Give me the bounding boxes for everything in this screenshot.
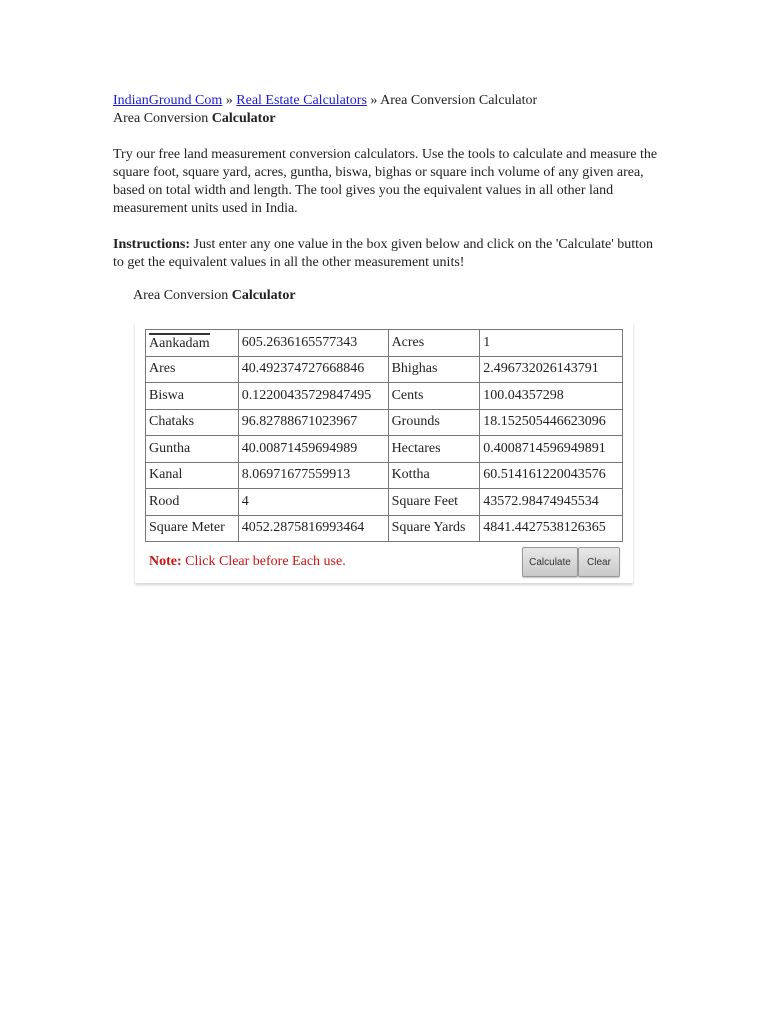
instructions-paragraph — [113, 236, 658, 272]
unit-value-input[interactable]: 60.514161220043576 — [480, 462, 623, 489]
conversion-row — [146, 330, 623, 357]
unit-label: Hectares — [388, 436, 480, 463]
conversion-row — [146, 462, 623, 489]
conversion-row — [146, 515, 623, 542]
conversion-row — [146, 489, 623, 516]
page-title — [113, 110, 658, 128]
unit-label: Guntha — [146, 436, 239, 463]
unit-value-input[interactable]: 4 — [238, 489, 388, 516]
unit-label: Grounds — [388, 409, 480, 436]
breadcrumb-home-link[interactable]: IndianGround Com — [113, 93, 223, 108]
intro-paragraph: Try our free land measurement conversion calculators. Use the tools to calculate and measure the square foot, square yard, acres, guntha, biswa, bighas or square inch volume of any given area, based on total width and length. The tool gives you the equivalent values in all other land measurement units used in India. — [113, 147, 658, 216]
breadcrumb-separator: » — [370, 93, 378, 108]
calculator-footer — [135, 546, 633, 576]
breadcrumb-separator: » — [225, 93, 233, 108]
page-title-plain: Area Conversion — [113, 111, 212, 126]
unit-value-input[interactable]: 96.82788671023967 — [238, 409, 388, 436]
unit-value-input[interactable]: 8.06971677559913 — [238, 462, 388, 489]
unit-label-text: Aankadam — [149, 333, 210, 351]
article — [113, 92, 658, 272]
unit-value-input[interactable]: 4841.4427538126365 — [480, 515, 623, 542]
unit-label: Chataks — [146, 409, 239, 436]
unit-label: Cents — [388, 383, 480, 410]
note-text — [149, 554, 346, 570]
unit-value-input[interactable]: 4052.2875816993464 — [238, 515, 388, 542]
unit-label: Square Yards — [388, 515, 480, 542]
unit-label: Rood — [146, 489, 239, 516]
conversion-row — [146, 356, 623, 383]
unit-value-input[interactable]: 43572.98474945534 — [480, 489, 623, 516]
conversion-row — [146, 383, 623, 410]
unit-value-input[interactable]: 2.496732026143791 — [480, 356, 623, 383]
page-title-bold: Calculator — [211, 111, 276, 126]
unit-value-input[interactable]: 0.12200435729847495 — [238, 383, 388, 410]
calculate-button[interactable]: Calculate — [522, 547, 578, 577]
unit-label: Kanal — [146, 462, 239, 489]
unit-value-input[interactable]: 18.152505446623096 — [480, 409, 623, 436]
instructions-text: Just enter any one value in the box given below and click on the 'Calculate' button to get the equivalent values in all the other measurement units! — [113, 237, 654, 270]
unit-value-input[interactable]: 40.00871459694989 — [238, 436, 388, 463]
note-message: Click Clear before Each use. — [181, 554, 346, 569]
unit-label: Square Feet — [388, 489, 480, 516]
breadcrumb-current: Area Conversion Calculator — [380, 93, 538, 108]
note-label: Note: — [149, 554, 182, 569]
calculator-panel — [135, 322, 633, 583]
unit-label — [146, 330, 239, 357]
unit-label: Square Meter — [146, 515, 239, 542]
unit-label: Ares — [146, 356, 239, 383]
clear-button[interactable]: Clear — [578, 547, 620, 577]
unit-label: Kottha — [388, 462, 480, 489]
conversion-row — [146, 409, 623, 436]
calculator-title-plain: Area Conversion — [133, 288, 232, 303]
unit-value-input[interactable]: 605.2636165577343 — [238, 330, 388, 357]
instructions-label: Instructions: — [113, 237, 191, 252]
unit-value-input[interactable]: 1 — [480, 330, 623, 357]
unit-value-input[interactable]: 100.04357298 — [480, 383, 623, 410]
unit-value-input[interactable]: 40.492374727668846 — [238, 356, 388, 383]
breadcrumb-section-link[interactable]: Real Estate Calculators — [236, 93, 367, 108]
unit-label: Biswa — [146, 383, 239, 410]
conversion-table — [145, 329, 623, 542]
conversion-row — [146, 436, 623, 463]
unit-value-input[interactable]: 0.4008714596949891 — [480, 436, 623, 463]
unit-label: Acres — [388, 330, 480, 357]
breadcrumb — [113, 92, 658, 110]
calculator-title-bold: Calculator — [231, 288, 296, 303]
calculator-title — [133, 288, 296, 304]
unit-label: Bhighas — [388, 356, 480, 383]
